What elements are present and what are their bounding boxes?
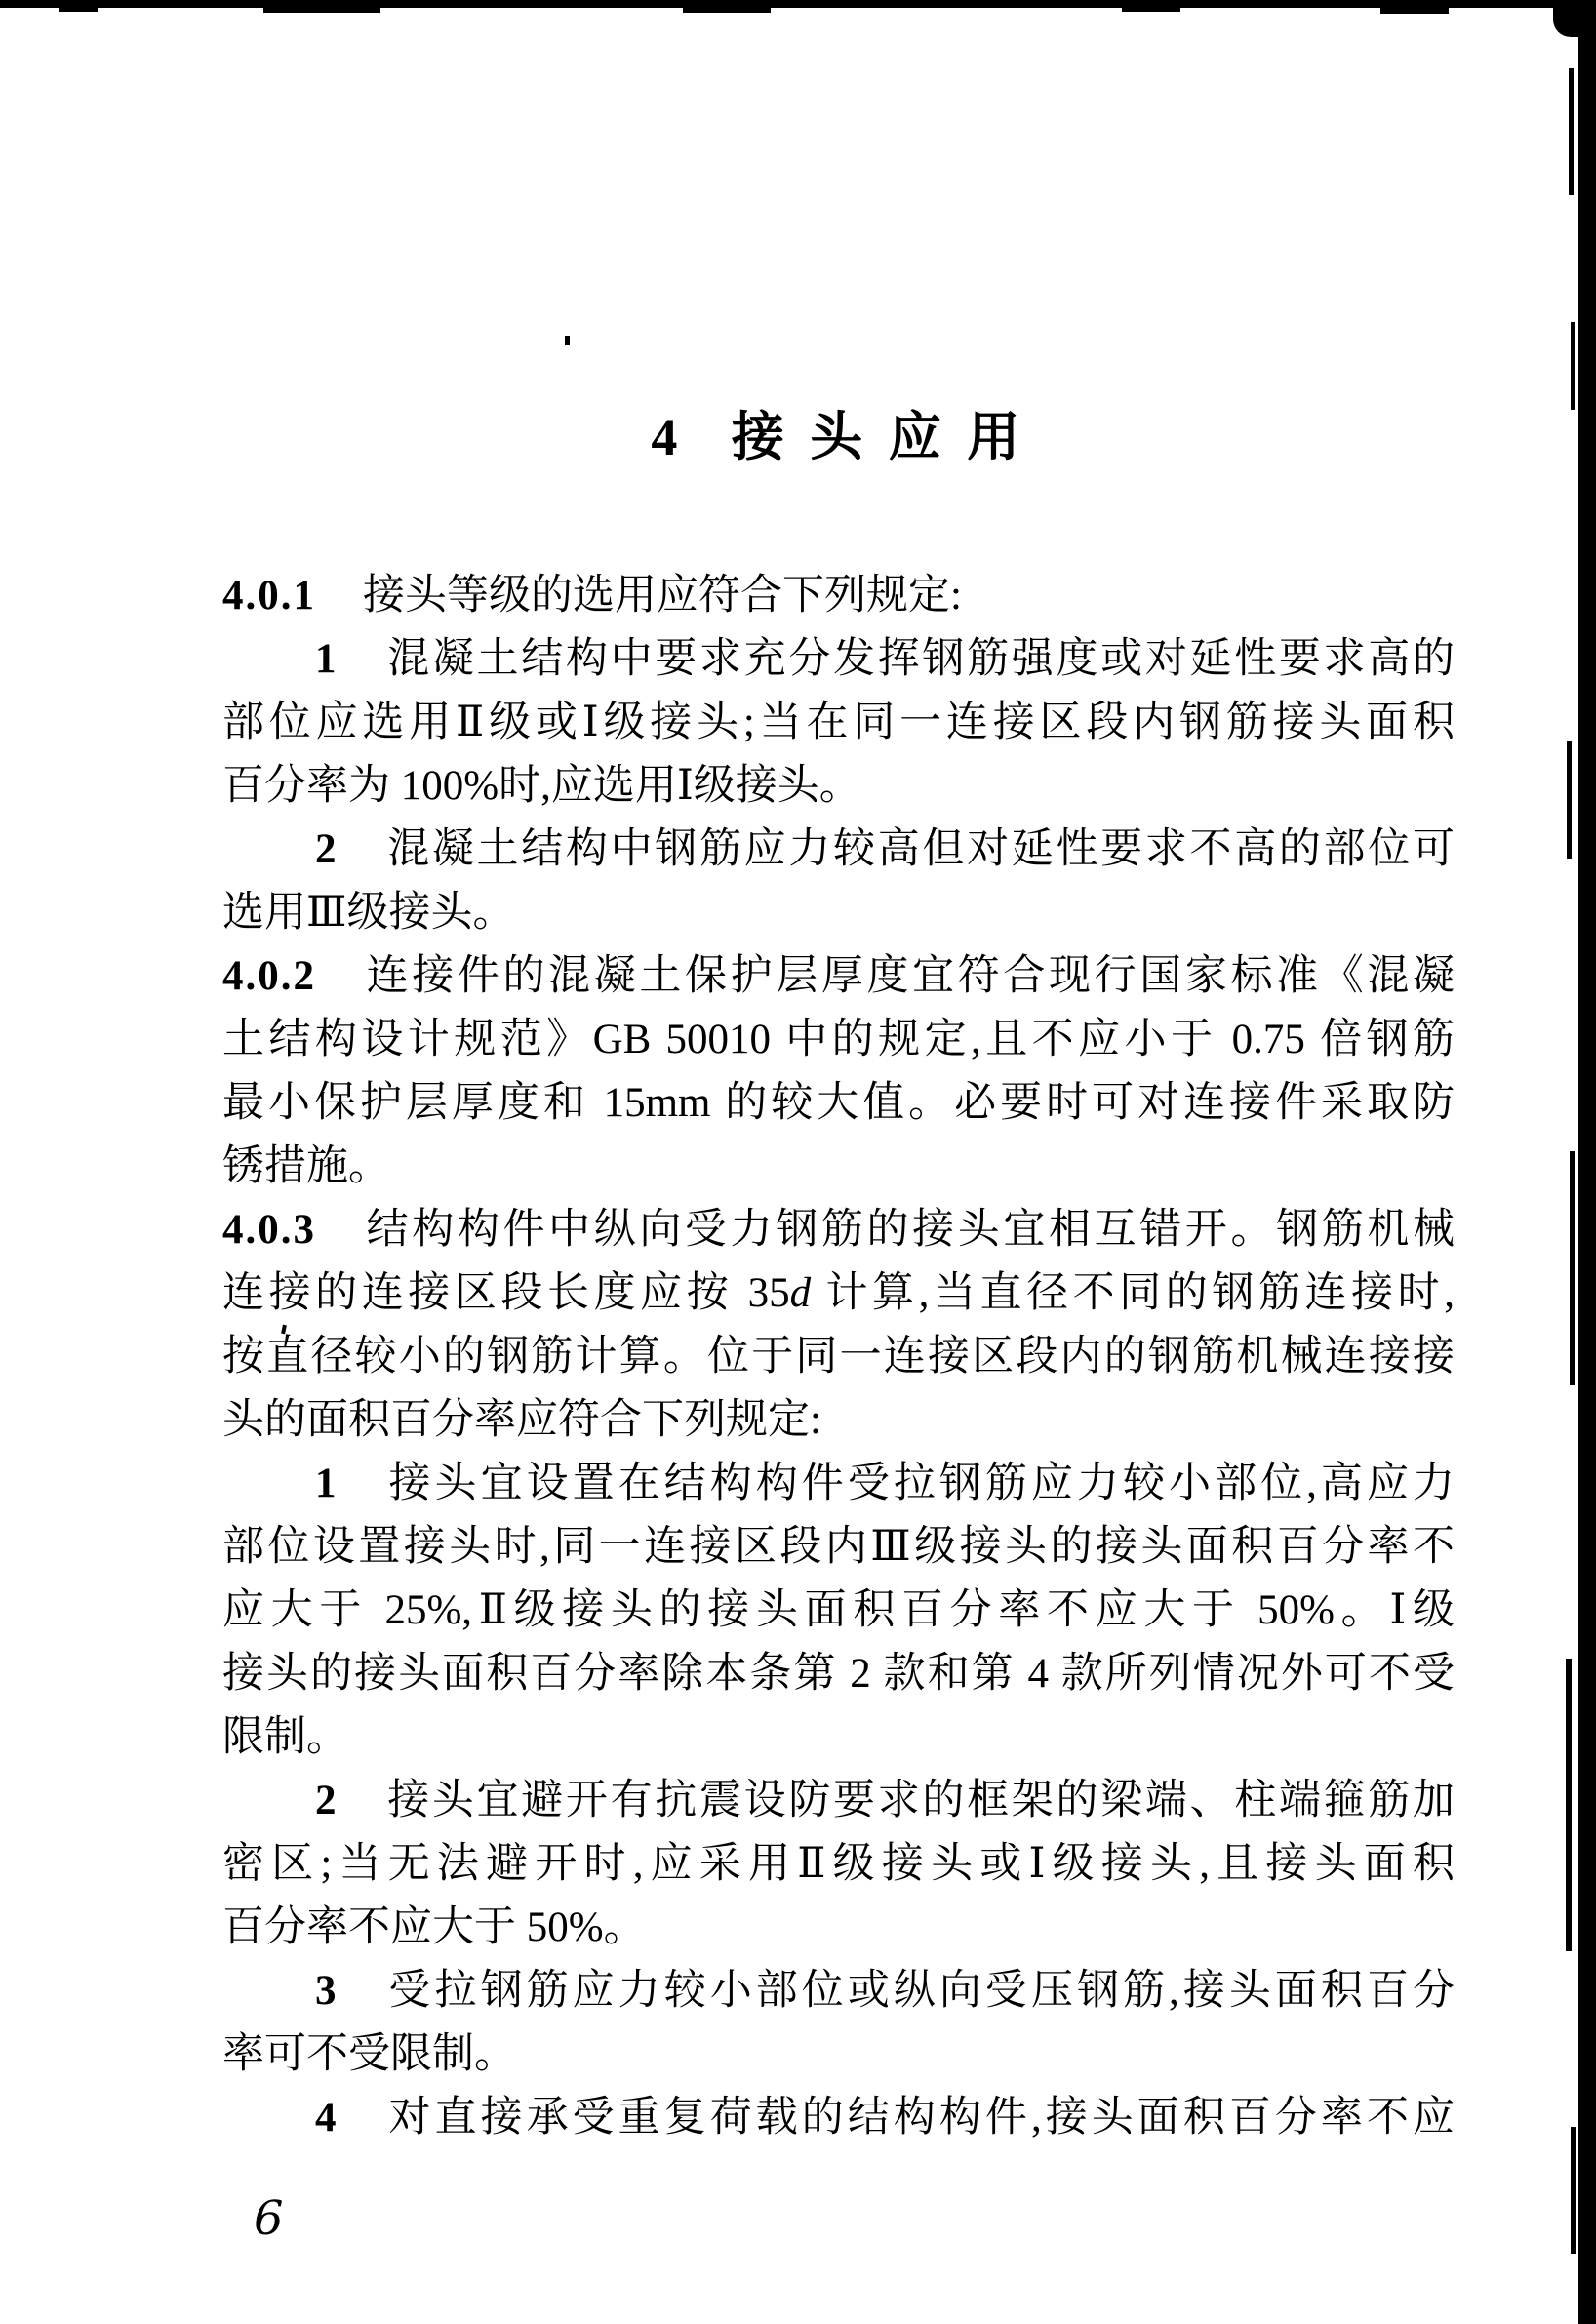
clause-number: 4.0.1 bbox=[222, 573, 316, 619]
scan-artifact-right-noise bbox=[1569, 68, 1574, 195]
text-line: 锈措施。 bbox=[222, 1143, 390, 1189]
scan-artifact-top-noise bbox=[59, 8, 98, 12]
text-line: 密区;当无法避开时,应采用Ⅱ级接头或Ⅰ级接头,且接头面积 bbox=[222, 1841, 1455, 1887]
clause-number: 4 bbox=[315, 2095, 339, 2141]
scan-artifact-right-noise bbox=[1571, 322, 1575, 410]
text-line: 百分率为 100%时,应选用Ⅰ级接头。 bbox=[222, 763, 861, 809]
text-line: 最小保护层厚度和 15mm 的较大值。必要时可对连接件采取防 bbox=[222, 1080, 1455, 1126]
text-line: 4.0.3 结构构件中纵向受力钢筋的接头宜相互错开。钢筋机械 bbox=[222, 1207, 1455, 1253]
scan-artifact-top-noise bbox=[683, 8, 771, 13]
scan-speck bbox=[565, 336, 570, 345]
scan-artifact-right-noise bbox=[1571, 2127, 1576, 2254]
scan-artifact-top-edge bbox=[0, 0, 1596, 8]
text-line: 应大于 25%,Ⅱ级接头的接头面积百分率不应大于 50%。Ⅰ级 bbox=[222, 1587, 1455, 1633]
text-line: 2 混凝土结构中钢筋应力较高但对延性要求不高的部位可 bbox=[315, 826, 1455, 872]
chapter-number: 4 bbox=[651, 408, 678, 466]
scan-artifact-top-noise bbox=[1380, 6, 1449, 14]
text-line: 率可不受限制。 bbox=[222, 2031, 516, 2077]
variable-italic: d bbox=[789, 1270, 812, 1316]
scan-artifact-right-edge bbox=[1578, 0, 1596, 2324]
text-line: 1 接头宜设置在结构构件受拉钢筋应力较小部位,高应力 bbox=[315, 1461, 1455, 1506]
page-number: 6 bbox=[254, 2191, 284, 2246]
clause-number: 4.0.3 bbox=[222, 1207, 316, 1253]
text-line: 按直径较小的钢筋计算。位于同一连接区段内的钢筋机械连接接 bbox=[222, 1334, 1455, 1380]
text-line: 选用Ⅲ级接头。 bbox=[222, 890, 515, 936]
document-body bbox=[222, 564, 1455, 2149]
text-line: 接头的接头面积百分率除本条第 2 款和第 4 款所列情况外可不受 bbox=[222, 1651, 1455, 1697]
text-line: 2 接头宜避开有抗震设防要求的框架的梁端、柱端箍筋加 bbox=[315, 1778, 1455, 1823]
scan-artifact-top-noise bbox=[1122, 8, 1180, 12]
text-line: 部位设置接头时,同一连接区段内Ⅲ级接头的接头面积百分率不 bbox=[222, 1524, 1455, 1570]
scan-artifact-right-noise bbox=[1570, 1151, 1575, 1385]
text-line: 头的面积百分率应符合下列规定: bbox=[222, 1397, 821, 1443]
clause-number: 3 bbox=[315, 1968, 339, 2014]
text-line: 4 对直接承受重复荷载的结构构件,接头面积百分率不应 bbox=[315, 2095, 1455, 2141]
clause-number: 4.0.2 bbox=[222, 953, 316, 999]
scan-artifact-right-noise bbox=[1566, 1659, 1572, 1951]
chapter-title-text: 接 头 应 用 bbox=[731, 408, 1026, 466]
clause-number: 2 bbox=[315, 1778, 339, 1823]
scan-artifact-right-noise bbox=[1567, 741, 1572, 859]
text-line: 4.0.2 连接件的混凝土保护层厚度宜符合现行国家标准《混凝 bbox=[222, 953, 1455, 999]
clause-number: 1 bbox=[315, 1461, 339, 1506]
text-line: 限制。 bbox=[222, 1714, 348, 1760]
text-line: 连接的连接区段长度应按 35d 计算,当直径不同的钢筋连接时, bbox=[222, 1270, 1455, 1316]
text-line: 4.0.1 接头等级的选用应符合下列规定: bbox=[222, 573, 962, 619]
chapter-title bbox=[222, 408, 1455, 466]
clause-number: 2 bbox=[315, 826, 339, 872]
text-line: 部位应选用Ⅱ级或Ⅰ级接头;当在同一连接区段内钢筋接头面积 bbox=[222, 700, 1455, 745]
text-line: 土结构设计规范》GB 50010 中的规定,且不应小于 0.75 倍钢筋 bbox=[222, 1017, 1455, 1062]
clause-number: 1 bbox=[315, 636, 339, 682]
text-line: 1 混凝土结构中要求充分发挥钢筋强度或对延性要求高的 bbox=[315, 636, 1455, 682]
scan-artifact-top-noise bbox=[263, 8, 380, 13]
text-line: 百分率不应大于 50%。 bbox=[222, 1904, 646, 1950]
text-line: 3 受拉钢筋应力较小部位或纵向受压钢筋,接头面积百分 bbox=[315, 1968, 1455, 2014]
